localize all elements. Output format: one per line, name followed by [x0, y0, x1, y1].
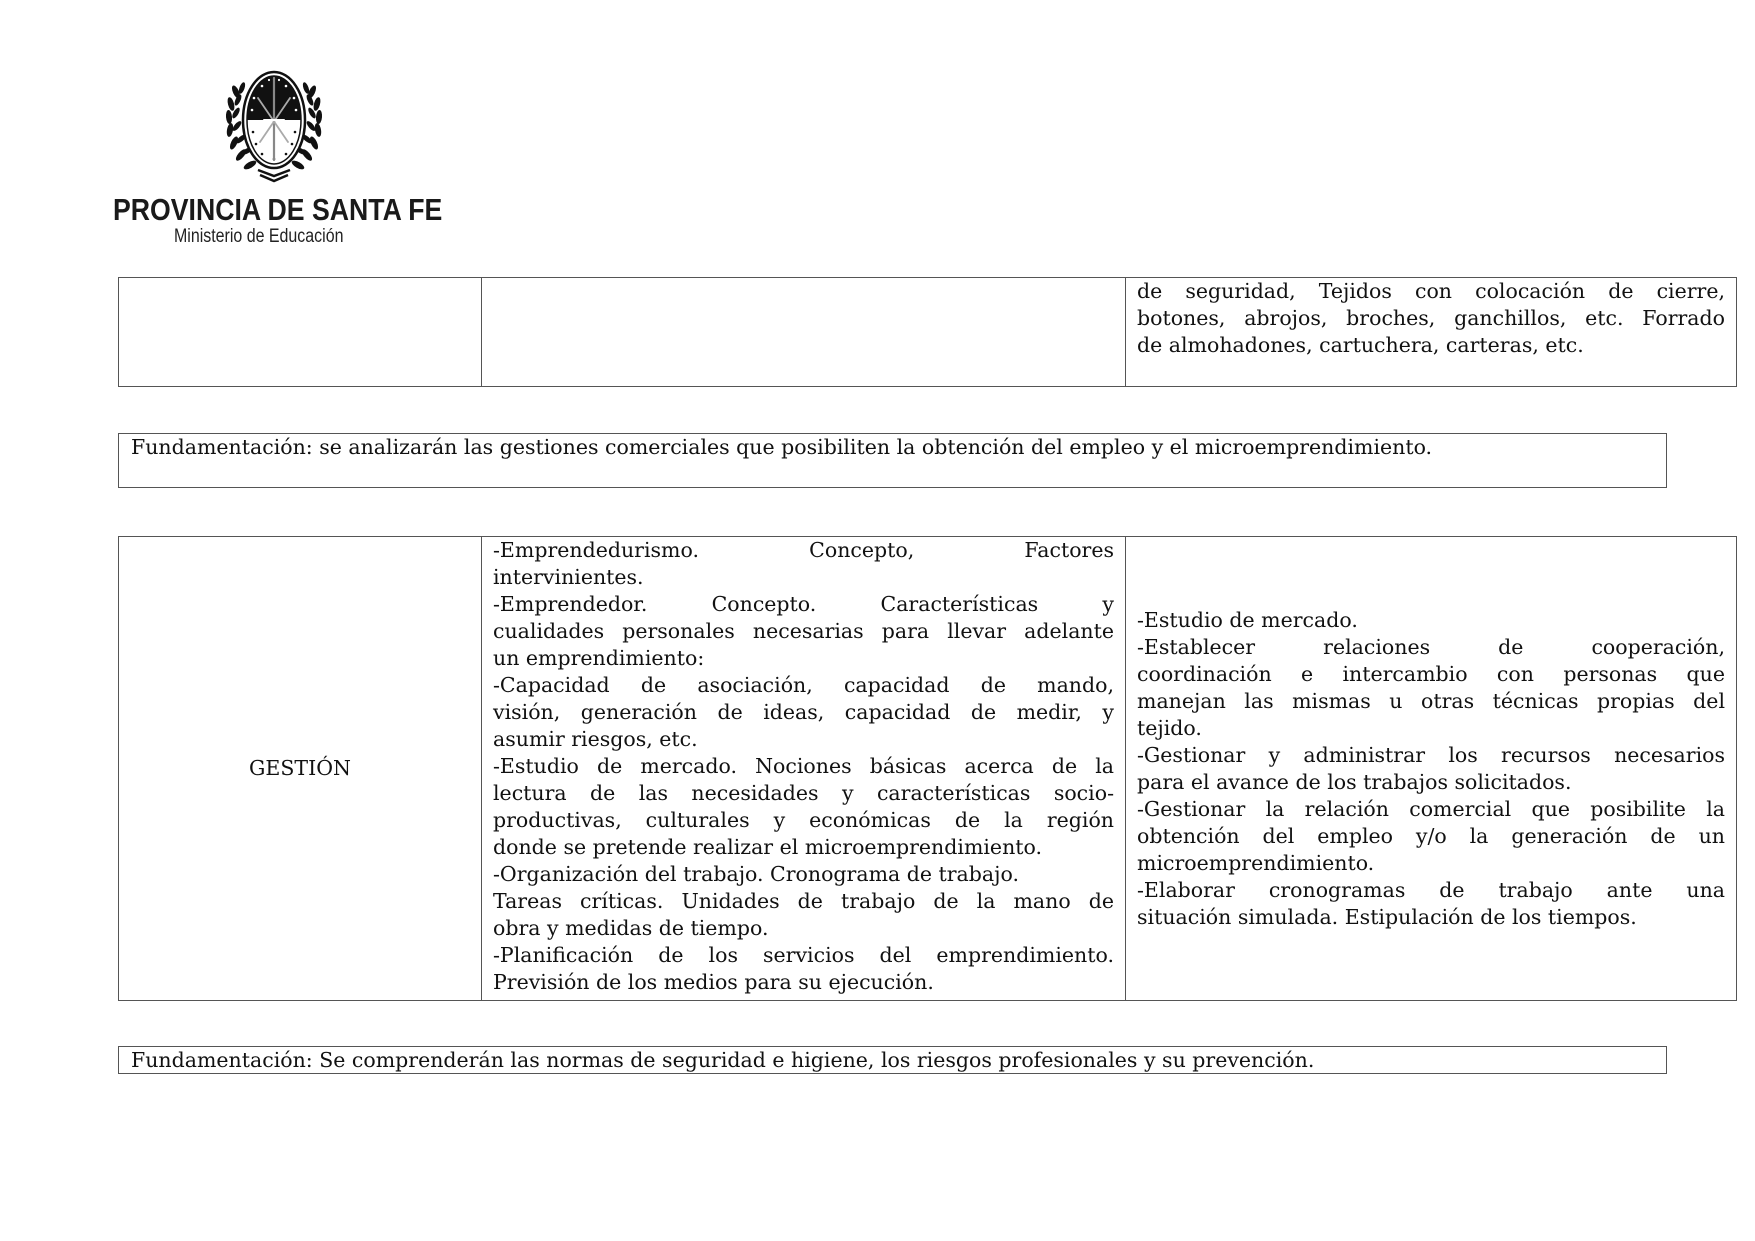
santa-fe-coat-of-arms-icon: [222, 70, 326, 184]
capacity-item: [1137, 634, 1725, 742]
text-line: botones, abrojos, broches, ganchillos, etc. Forrado: [1137, 306, 1725, 330]
text-line: obra y medidas de tiempo.: [493, 916, 769, 940]
module-name: GESTIÓN: [249, 756, 351, 780]
content-item: [493, 888, 1114, 942]
text-line: -Emprendedor. Concepto. Características y: [493, 592, 1114, 616]
contents-cell: [482, 278, 1126, 387]
text-line: -Estudio de mercado.: [1137, 607, 1358, 632]
table-row: [119, 278, 1737, 387]
text-line: Tareas críticas. Unidades de trabajo de la mano de: [493, 889, 1114, 913]
module-cell: [119, 278, 482, 387]
text-line: asumir riesgos, etc.: [493, 727, 698, 751]
province-name: PROVINCIA DE SANTA FE: [113, 192, 443, 227]
text-line: coordinación e intercambio con personas que: [1137, 661, 1725, 686]
capacity-item: [1137, 877, 1725, 931]
text-line: Previsión de los medios para su ejecución.: [493, 970, 934, 994]
text-line: -Capacidad de asociación, capacidad de mando,: [493, 673, 1114, 697]
text-line: un emprendimiento:: [493, 646, 705, 670]
text-line: -Emprendedurismo. Concepto, Factores: [493, 538, 1114, 562]
text-line: para el avance de los trabajos solicitados.: [1137, 769, 1572, 794]
text-line: intervinientes.: [493, 565, 644, 589]
text-line: -Planificación de los servicios del emprendimiento.: [493, 943, 1114, 967]
text-line: visión, generación de ideas, capacidad de medir, y: [493, 700, 1114, 724]
text-line: lectura de las necesidades y características socio-: [493, 781, 1114, 805]
content-item: [493, 672, 1114, 753]
header-logo: [110, 70, 443, 250]
module-cell: [119, 537, 482, 1001]
text-line: microemprendimiento.: [1137, 850, 1375, 875]
text-line: de almohadones, cartuchera, carteras, etc.: [1137, 333, 1584, 357]
capacity-item: [1137, 742, 1725, 796]
content-item: [493, 942, 1114, 996]
text-line: obtención del empleo y/o la generación de un: [1137, 823, 1725, 848]
text-line: -Organización del trabajo. Cronograma de trabajo.: [493, 862, 1019, 886]
gestion-table: [118, 536, 1737, 1001]
text-line: situación simulada. Estipulación de los tiempos.: [1137, 904, 1637, 929]
text-line: de seguridad, Tejidos con colocación de cierre,: [1137, 279, 1725, 303]
content-item: [493, 537, 1114, 591]
continuation-table: [118, 277, 1737, 387]
text-line: manejan las mismas u otras técnicas propias del: [1137, 688, 1725, 713]
capacity-item: [1137, 796, 1725, 877]
text-line: -Estudio de mercado. Nociones básicas acerca de la: [493, 754, 1114, 778]
text-line: donde se pretende realizar el microemprendimiento.: [493, 835, 1043, 859]
capacity-item: [1137, 607, 1725, 634]
capacities-cell: [1126, 537, 1737, 1001]
capacities-cell: [1126, 278, 1737, 387]
ministry-name: Ministerio de Educación: [174, 226, 344, 247]
text-line: -Elaborar cronogramas de trabajo ante una: [1137, 877, 1725, 902]
contents-cell: [482, 537, 1126, 1001]
text-line: tejido.: [1137, 715, 1202, 740]
content-item: [493, 753, 1114, 861]
text-line: -Establecer relaciones de cooperación,: [1137, 634, 1725, 659]
content-item: [493, 591, 1114, 672]
table-row: [119, 537, 1737, 1001]
content-item: [493, 861, 1114, 888]
text-line: -Gestionar y administrar los recursos necesarios: [1137, 742, 1725, 767]
fundamentacion-box-2: Fundamentación: Se comprenderán las normas de seguridad e higiene, los riesgos profesionales y su prevención.: [118, 1046, 1667, 1074]
text-line: productivas, culturales y económicas de la región: [493, 808, 1114, 832]
fundamentacion-box-1: Fundamentación: se analizarán las gestiones comerciales que posibiliten la obtención del empleo y el microemprendimiento.: [118, 433, 1667, 488]
text-line: cualidades personales necesarias para llevar adelante: [493, 619, 1114, 643]
text-line: -Gestionar la relación comercial que posibilite la: [1137, 796, 1725, 821]
